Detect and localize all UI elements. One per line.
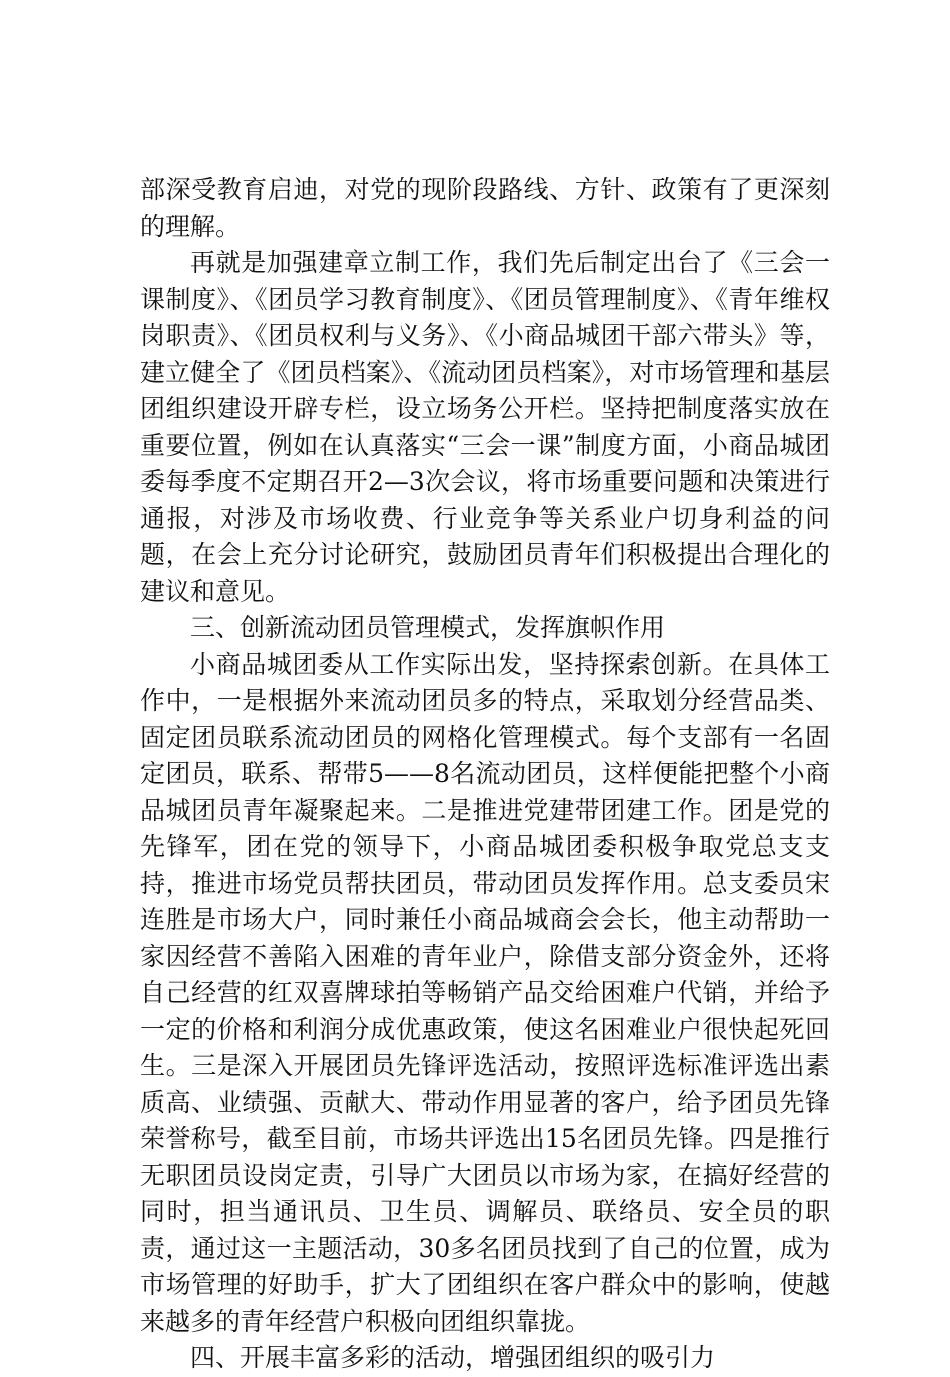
paragraph-management-model: 小商品城团委从工作实际出发，坚持探索创新。在具体工作中，一是根据外来流动团员多的特点，采取划分经营品类、固定团员联系流动团员的网格化管理模式。每个支部有一名固定团员，联系、帮带5——8名流动团员，这样便能把整个小商品城团员青年凝聚起来。二是推进党建带团建工作。团是党的先锋军，团在党的领导下，小商品城团委积极争取党总支支持，推进市场党员帮扶团员，带动团员发挥作用。总支委员宋连胜是市场大户，同时兼任小商品城商会会长，他主动帮助一家因经营不善陷入困难的青年业户，除借支部分资金外，还将自己经营的红双喜牌球拍等畅销产品交给困难户代销，并给予一定的价格和利润分成优惠政策，使这名困难业户很快起死回生。三是深入开展团员先锋评选活动，按照评选标准评选出素质高、业绩强、贡献大、带动作用显著的客户，给予团员先锋荣誉称号，截至目前，市场共评选出15名团员先锋。四是推行无职团员设岗定责，引导广大团员以市场为家，在搞好经营的同时，担当通讯员、卫生员、调解员、联络员、安全员的职责，通过这一主题活动，30多名团员找到了自己的位置，成为市场管理的好助手，扩大了团组织在客户群众中的影响，使越来越多的青年经营户积极向团组织靠拢。 (140, 649, 830, 1336)
paragraph-regulations: 再就是加强建章立制工作，我们先后制定出台了《三会一课制度》、《团员学习教育制度》、《团员管理制度》、《青年维权岗职责》、《团员权利与义务》、《小商品城团干部六带头》等，建立健全了《团员档案》、《流动团员档案》，对市场管理和基层团组织建设开辟专栏，设立场务公开栏。坚持把制度落实放在重要位置，例如在认真落实“三会一课”制度方面，小商品城团委每季度不定期召开2—3次会议，将市场重要问题和决策进行通报，对涉及市场收费、行业竞争等关系业户切身利益的问题，在会上充分讨论研究，鼓励团员青年们积极提出合理化的建议和意见。 (140, 248, 830, 606)
document-body (140, 172, 830, 1377)
section-heading-4: 四、开展丰富多彩的活动，增强团组织的吸引力 (190, 1343, 716, 1372)
section-heading-3: 三、创新流动团员管理模式，发挥旗帜作用 (190, 613, 666, 642)
paragraph-continuation: 部深受教育启迪，对党的现阶段路线、方针、政策有了更深刻的理解。 (140, 175, 830, 241)
